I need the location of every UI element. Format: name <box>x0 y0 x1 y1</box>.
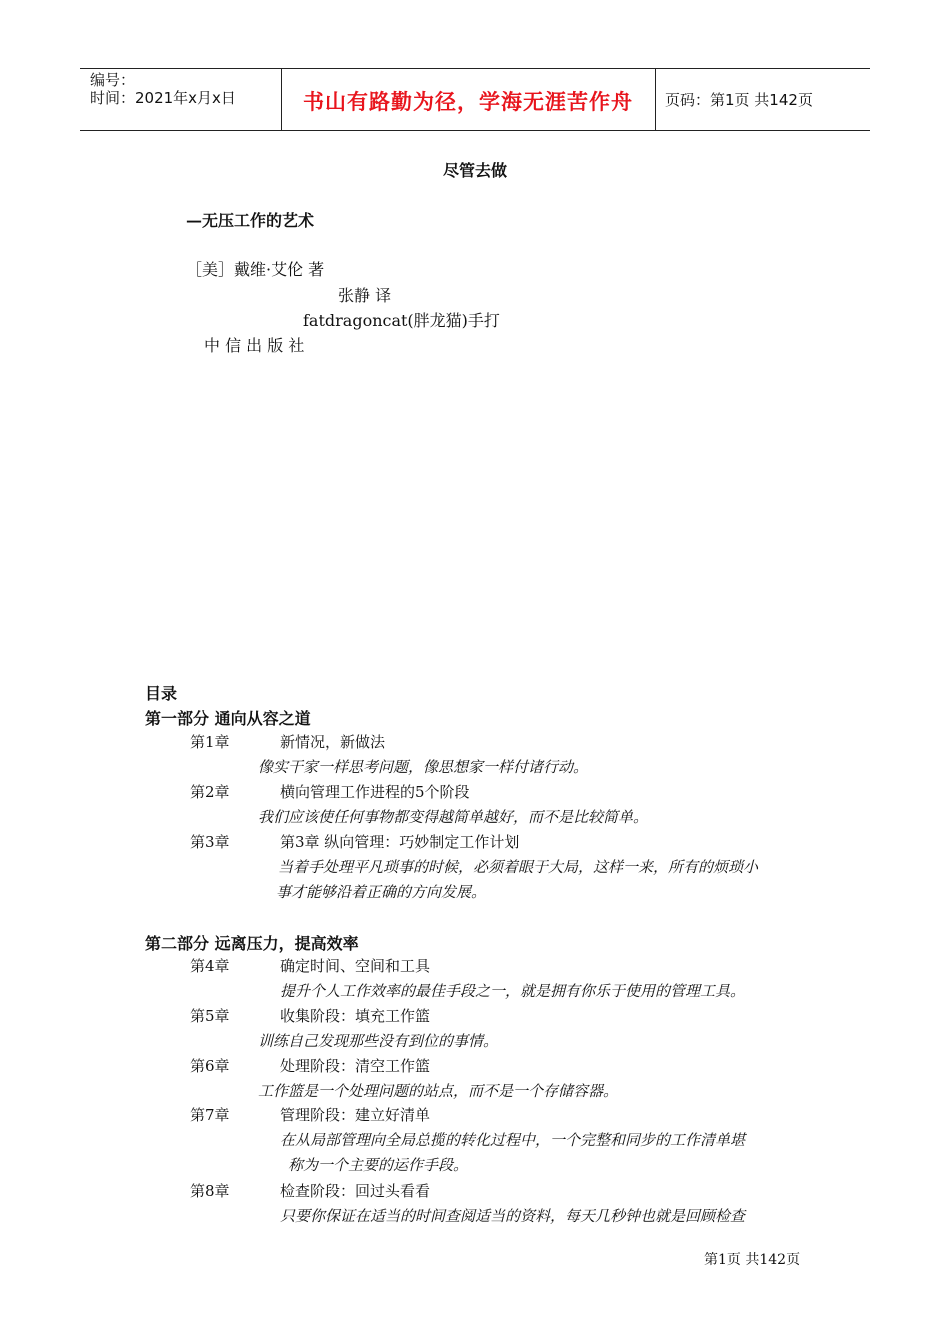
toc-chapter-number: 第3章 <box>190 833 230 851</box>
book-author: ［美］戴维·艾伦 著 <box>186 260 325 279</box>
toc-chapter-name: 收集阶段：填充工作篮 <box>280 1007 431 1025</box>
book-publisher: 中 信 出 版 社 <box>204 336 305 355</box>
toc-chapter-quote: 像实干家一样思考问题，像思想家一样付诸行动。 <box>258 758 589 776</box>
toc-chapter-quote: 只要你保证在适当的时间查阅适当的资料，每天几秒钟也就是回顾检查 <box>280 1207 746 1225</box>
toc-chapter-number: 第2章 <box>190 783 230 801</box>
toc-chapter-name: 横向管理工作进程的5个阶段 <box>280 783 470 801</box>
page-footer: 第1页 共142页 <box>704 1252 801 1268</box>
toc-chapter-quote: 工作篮是一个处理问题的站点，而不是一个存储容器。 <box>258 1082 619 1100</box>
toc-chapter-quote: 我们应该使任何事物都变得越简单越好，而不是比较简单。 <box>258 808 649 826</box>
toc-part1-title: 第一部分 通向从容之道 <box>145 709 311 728</box>
book-typist: fatdragoncat(胖龙猫)手打 <box>303 311 500 330</box>
toc-chapter-name: 管理阶段：建立好清单 <box>280 1106 431 1124</box>
toc-chapter-name: 新情况，新做法 <box>280 733 386 751</box>
toc-chapter-quote: 当着手处理平凡琐事的时候，必须着眼于大局，这样一来，所有的烦琐小 <box>278 858 759 876</box>
toc-chapter-name: 确定时间、空间和工具 <box>280 957 431 975</box>
toc-chapter-number: 第1章 <box>190 733 230 751</box>
toc-chapter-quote: 事才能够沿着正确的方向发展。 <box>276 883 487 901</box>
toc-part2-title: 第二部分 远离压力，提高效率 <box>145 934 359 953</box>
toc-chapter-number: 第4章 <box>190 957 230 975</box>
toc-chapter-name: 检查阶段：回过头看看 <box>280 1182 431 1200</box>
toc-chapter-quote: 训练自己发现那些没有到位的事情。 <box>258 1032 499 1050</box>
toc-heading: 目录 <box>145 684 178 703</box>
book-translator: 张静 译 <box>338 286 392 305</box>
toc-chapter-quote: 称为一个主要的运作手段。 <box>288 1156 469 1174</box>
toc-chapter-number: 第5章 <box>190 1007 230 1025</box>
header-divider <box>655 69 656 130</box>
toc-chapter-number: 第8章 <box>190 1182 230 1200</box>
header-motto: 书山有路勤为径，学海无涯苦作舟 <box>303 89 633 114</box>
toc-chapter-quote: 在从局部管理向全局总揽的转化过程中，一个完整和同步的工作清单堪 <box>280 1131 746 1149</box>
toc-chapter-number: 第6章 <box>190 1057 230 1075</box>
toc-chapter-name: 处理阶段：清空工作篮 <box>280 1057 431 1075</box>
book-subtitle: —无压工作的艺术 <box>186 211 315 230</box>
page-header <box>80 68 870 131</box>
header-page-code: 页码：第1页 共142页 <box>665 91 813 109</box>
toc-chapter-quote: 提升个人工作效率的最佳手段之一，就是拥有你乐于使用的管理工具。 <box>280 982 746 1000</box>
header-time-label: 时间：2021年x月x日 <box>90 89 236 107</box>
header-meta <box>90 71 236 107</box>
header-number-label: 编号： <box>90 71 136 89</box>
toc-chapter-name: 第3章 纵向管理：巧妙制定工作计划 <box>280 833 520 851</box>
toc-chapter-number: 第7章 <box>190 1106 230 1124</box>
book-title: 尽管去做 <box>443 161 508 180</box>
